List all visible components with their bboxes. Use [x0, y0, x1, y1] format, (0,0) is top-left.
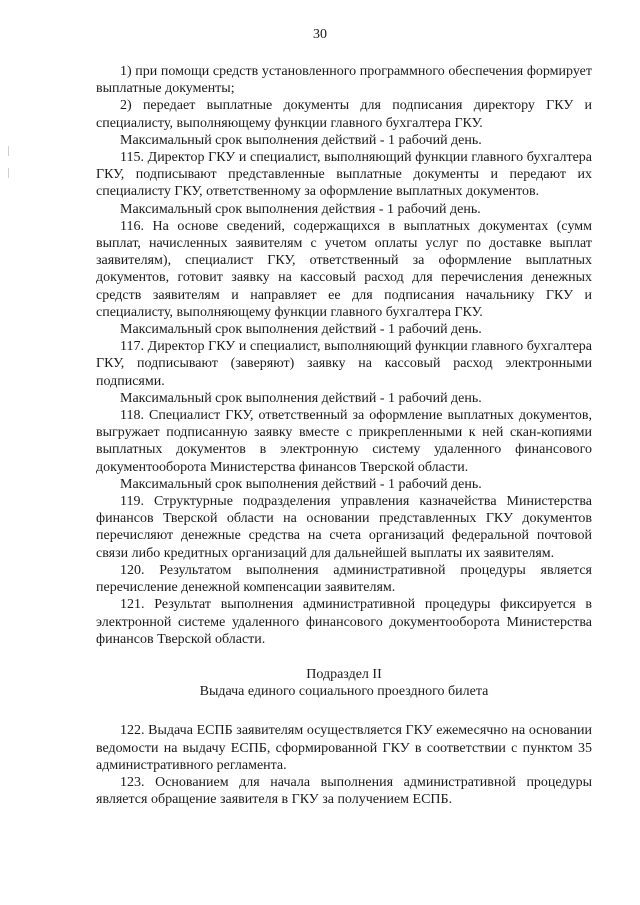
- paragraph: 121. Результат выполнения административной процедуры фиксируется в электронной системе удаленного финансового документооборота Министерства финансов Тверской области.: [96, 597, 592, 647]
- spacer: [96, 648, 592, 666]
- paragraph: Максимальный срок выполнения действий - 1 рабочий день.: [120, 390, 482, 406]
- paragraph: 119. Структурные подразделения управления казначейства Министерства финансов Тверской области на основании представленных ГКУ документов перечисляют денежные средства на счета организаций федеральной почтовой связи либо кредитных организаций для дальнейшей выплаты их заявителям.: [96, 494, 592, 561]
- page-number: 30: [313, 27, 327, 42]
- paragraph: 116. На основе сведений, содержащихся в выплатных документах (сумм выплат, начисленных заявителям с учетом оплаты услуг по доставке выплат заявителям), специалист ГКУ, ответственный за оформление выплатных документов, готовит заявку на кассовый расход для перечисления денежных средств заявителям и направляет ее для подписания начальнику ГКУ и специалисту, выполняющему функции главного бухгалтера ГКУ.: [96, 218, 592, 320]
- scan-margin-mark: [8, 168, 9, 178]
- paragraph: 120. Результатом выполнения административной процедуры является перечисление денежной компенсации заявителям.: [96, 562, 592, 596]
- paragraph: 1) при помощи средств установленного программного обеспечения формирует выплатные документы;: [96, 64, 592, 97]
- paragraph: Максимальный срок выполнения действий - 1 рабочий день.: [120, 132, 482, 148]
- scan-margin-mark: [8, 146, 9, 156]
- spacer: [96, 700, 592, 722]
- subsection-title: Выдача единого социального проездного билета: [199, 684, 489, 700]
- document-body: [96, 63, 592, 808]
- paragraph: 122. Выдача ЕСПБ заявителям осуществляется ГКУ ежемесячно на основании ведомости на выдачу ЕСПБ, сформированной ГКУ в соответствии с пунктом 35 административного регламента.: [96, 723, 592, 773]
- paragraph: 123. Основанием для начала выполнения административной процедуры является обращение заявителя в ГКУ за получением ЕСПБ.: [96, 774, 592, 808]
- paragraph: 2) передает выплатные документы для подписания директору ГКУ и специалисту, выполняющему функции главного бухгалтера ГКУ.: [96, 98, 592, 131]
- paragraph: 115. Директор ГКУ и специалист, выполняющий функции главного бухгалтера ГКУ, подписывают представленные выплатные документы и передают их специалисту ГКУ, ответственному за оформление выплатных документов.: [96, 150, 592, 200]
- paragraph: Максимальный срок выполнения действий - 1 рабочий день.: [120, 322, 482, 338]
- paragraph: 117. Директор ГКУ и специалист, выполняющий функции главного бухгалтера ГКУ, подписывают (заверяют) заявку на кассовый расход электронными подписями.: [96, 339, 592, 389]
- paragraph: Максимальный срок выполнения действий - 1 рабочий день.: [120, 476, 482, 492]
- paragraph: 118. Специалист ГКУ, ответственный за оформление выплатных документов, выгружает подписанную заявку вместе с прикрепленными к ней скан-копиями выплатных документов в электронную систему удаленного финансового документооборота Министерства финансов Тверской области.: [96, 408, 592, 475]
- subsection-label: Подраздел II: [306, 666, 382, 682]
- paragraph: Максимальный срок выполнения действия - 1 рабочий день.: [120, 201, 481, 217]
